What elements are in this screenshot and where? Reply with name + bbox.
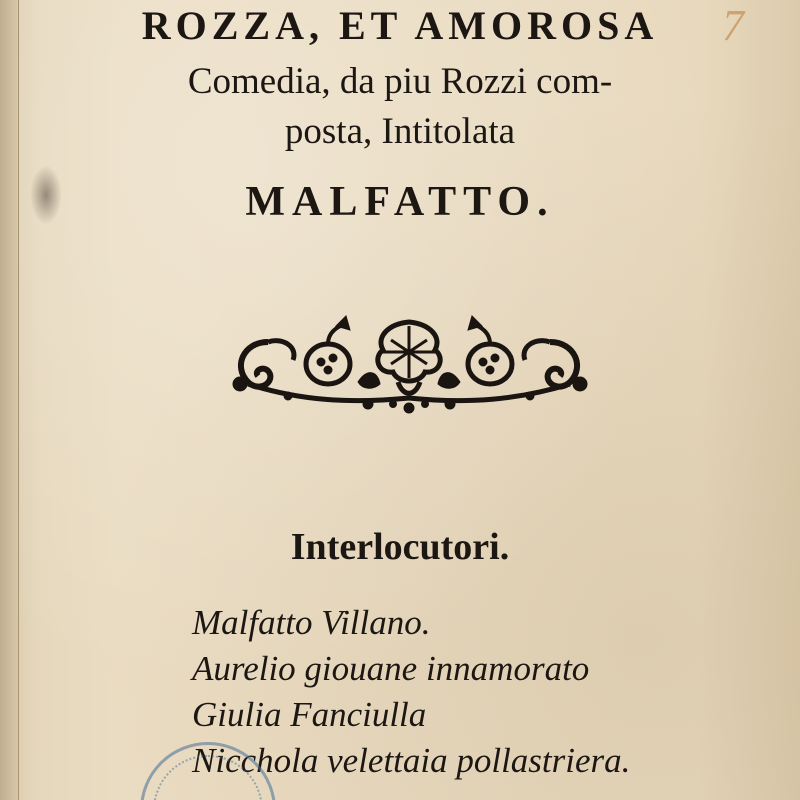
list-item: Aurelio giouane innamorato [192,649,590,688]
character-list [192,600,630,784]
title-line-1: ROZZA, ET AMOROSA [141,3,659,48]
handwritten-mark: 7 [722,1,744,50]
title-line-2: Comedia, da piu Rozzi com- [187,61,613,102]
interlocutori-heading: Interlocutori. [290,526,510,568]
list-item: Nicchola velettaia pollastriera. [192,741,631,780]
list-item: Giulia Fanciulla [192,695,427,734]
list-item: Malfatto Villano. [192,603,431,642]
title-line-4: MALFATTO. [245,179,555,225]
floral-vignette-icon [228,312,590,422]
title-line-3: posta, Intitolata [284,111,516,152]
